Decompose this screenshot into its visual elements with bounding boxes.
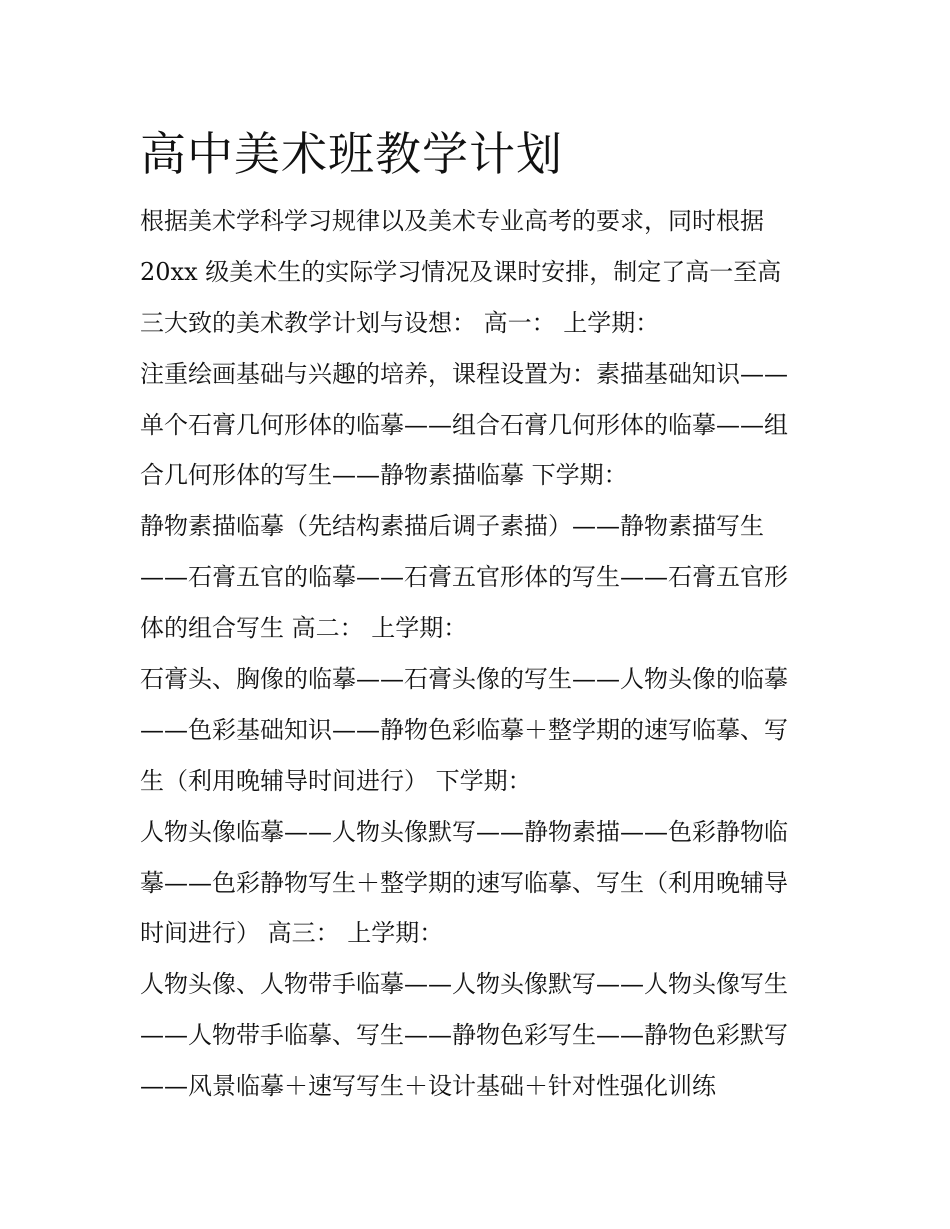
body-line: 单个石膏几何形体的临摹——组合石膏几何形体的临摹——组 <box>140 410 788 439</box>
body-line: 合几何形体的写生——静物素描临摹 下学期： <box>140 461 628 490</box>
body-line: 生（利用晚辅导时间进行） 下学期： <box>140 766 532 795</box>
body-line: 摹——色彩静物写生＋整学期的速写临摹、写生（利用晚辅导 <box>140 868 788 897</box>
body-line: ——风景临摹＋速写写生＋设计基础＋针对性强化训练 <box>140 1072 716 1101</box>
body-line: 注重绘画基础与兴趣的培养，课程设置为：素描基础知识—— <box>140 359 788 388</box>
body-line: 体的组合写生 高二： 上学期： <box>140 614 468 643</box>
body-line: 根据美术学科学习规律以及美术专业高考的要求，同时根据 <box>140 207 764 235</box>
body-line: 人物头像、人物带手临摹——人物头像默写——人物头像写生 <box>140 970 788 999</box>
body-line: ——石膏五官的临摹——石膏五官形体的写生——石膏五官形 <box>140 563 788 592</box>
body-line: ——人物带手临摹、写生——静物色彩写生——静物色彩默写 <box>140 1021 788 1050</box>
body-line: 静物素描临摹（先结构素描后调子素描）——静物素描写生 <box>140 512 764 541</box>
document-body <box>140 196 820 1112</box>
body-line: 时间进行） 高三： 上学期： <box>140 919 444 948</box>
body-line: 三大致的美术教学计划与设想： 高一： 上学期： <box>140 308 660 337</box>
body-line: 石膏头、胸像的临摹——石膏头像的写生——人物头像的临摹 <box>140 665 788 694</box>
body-line: 人物头像临摹——人物头像默写——静物素描——色彩静物临 <box>140 817 788 846</box>
document-title: 高中美术班教学计划 <box>140 127 563 181</box>
body-line: ——色彩基础知识——静物色彩临摹＋整学期的速写临摹、写 <box>140 715 788 744</box>
body-line: 20xx 级美术生的实际学习情况及课时安排，制定了高一至高 <box>140 257 782 286</box>
